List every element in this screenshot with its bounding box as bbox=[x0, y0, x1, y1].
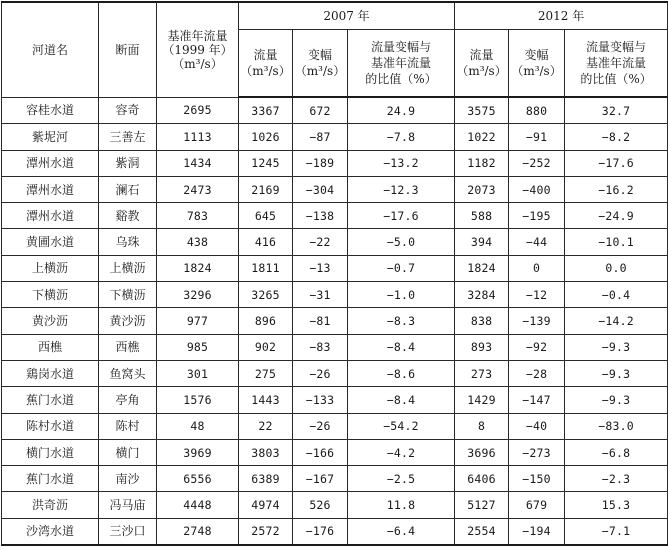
cell-river: 上横沥 bbox=[2, 255, 99, 281]
header-ratio-line2: 基准年流量 bbox=[371, 56, 432, 70]
cell-flow-2012: 1022 bbox=[455, 124, 509, 150]
header-year-2007 bbox=[239, 2, 455, 30]
cell-base-flow: 2473 bbox=[157, 176, 239, 202]
cell-base-flow: 1576 bbox=[157, 387, 239, 413]
cell-flow-2012: 3284 bbox=[455, 282, 509, 308]
cell-change-2012: −40 bbox=[509, 413, 565, 439]
table-body bbox=[2, 97, 668, 545]
cell-change-2012: −150 bbox=[509, 466, 565, 492]
cell-flow-2012: 893 bbox=[455, 334, 509, 360]
cell-river: 潭州水道 bbox=[2, 150, 99, 176]
cell-ratio-2012: −24.9 bbox=[565, 203, 668, 229]
cell-ratio-2012: 32.7 bbox=[565, 97, 668, 124]
cell-section: 横门 bbox=[99, 439, 157, 465]
cell-flow-2012: 5127 bbox=[455, 492, 509, 518]
cell-change-2012: 679 bbox=[509, 492, 565, 518]
header-river bbox=[2, 2, 99, 97]
cell-change-2012: 880 bbox=[509, 97, 565, 124]
cell-ratio-2007: −7.8 bbox=[348, 124, 455, 150]
table-row bbox=[2, 334, 668, 360]
cell-ratio-2012: −16.2 bbox=[565, 176, 668, 202]
cell-river: 潭州水道 bbox=[2, 203, 99, 229]
cell-section: 三沙口 bbox=[99, 518, 157, 545]
header-ratio-2012 bbox=[565, 30, 668, 98]
table-row bbox=[2, 203, 668, 229]
header-ratio-line3: 的比值（%） bbox=[365, 72, 437, 86]
header-ratio-line3: 的比值（%） bbox=[580, 72, 652, 86]
cell-ratio-2007: −6.4 bbox=[348, 518, 455, 545]
cell-ratio-2012: 0.0 bbox=[565, 255, 668, 281]
cell-section: 鱼窝头 bbox=[99, 360, 157, 386]
cell-change-2007: −87 bbox=[293, 124, 348, 150]
cell-ratio-2012: −9.3 bbox=[565, 387, 668, 413]
header-change-2012 bbox=[509, 30, 565, 98]
cell-base-flow: 301 bbox=[157, 360, 239, 386]
cell-change-2007: −176 bbox=[293, 518, 348, 545]
header-year-2012 bbox=[455, 2, 668, 30]
table-row bbox=[2, 360, 668, 386]
header-base-line3: （m³/s） bbox=[172, 56, 223, 71]
cell-base-flow: 1113 bbox=[157, 124, 239, 150]
table-row bbox=[2, 308, 668, 334]
cell-river: 黄圃水道 bbox=[2, 229, 99, 255]
cell-ratio-2007: −8.6 bbox=[348, 360, 455, 386]
cell-base-flow: 2748 bbox=[157, 518, 239, 545]
cell-ratio-2012: −2.3 bbox=[565, 466, 668, 492]
cell-river: 下横沥 bbox=[2, 282, 99, 308]
cell-flow-2012: 3696 bbox=[455, 439, 509, 465]
cell-flow-2007: 1443 bbox=[239, 387, 293, 413]
flow-change-table bbox=[1, 1, 668, 546]
table-row bbox=[2, 97, 668, 124]
cell-flow-2007: 645 bbox=[239, 203, 293, 229]
table-row bbox=[2, 176, 668, 202]
cell-flow-2007: 2572 bbox=[239, 518, 293, 545]
cell-ratio-2012: −6.8 bbox=[565, 439, 668, 465]
header-change-line2: （m³/s） bbox=[511, 64, 562, 78]
cell-flow-2012: 3575 bbox=[455, 97, 509, 124]
header-section-label: 断面 bbox=[115, 42, 140, 57]
cell-river: 西樵 bbox=[2, 334, 99, 360]
cell-section: 南沙 bbox=[99, 466, 157, 492]
table-row bbox=[2, 229, 668, 255]
cell-change-2007: 526 bbox=[293, 492, 348, 518]
cell-base-flow: 3296 bbox=[157, 282, 239, 308]
cell-change-2012: −92 bbox=[509, 334, 565, 360]
header-flow-line1: 流量 bbox=[469, 48, 494, 62]
cell-flow-2007: 22 bbox=[239, 413, 293, 439]
header-base-flow bbox=[157, 2, 239, 97]
cell-change-2007: −167 bbox=[293, 466, 348, 492]
table-row bbox=[2, 413, 668, 439]
cell-change-2012: 0 bbox=[509, 255, 565, 281]
cell-river: 蕉门水道 bbox=[2, 387, 99, 413]
cell-flow-2012: 838 bbox=[455, 308, 509, 334]
table-row bbox=[2, 387, 668, 413]
cell-change-2007: −26 bbox=[293, 413, 348, 439]
cell-flow-2007: 416 bbox=[239, 229, 293, 255]
cell-flow-2007: 1811 bbox=[239, 255, 293, 281]
header-base-line2: （1999 年） bbox=[162, 42, 233, 57]
header-ratio-line1: 流量变幅与 bbox=[371, 40, 432, 54]
header-flow-line2: （m³/s） bbox=[240, 64, 291, 78]
header-flow-2012 bbox=[455, 30, 509, 98]
header-flow-2007 bbox=[239, 30, 293, 98]
cell-river: 陈村水道 bbox=[2, 413, 99, 439]
cell-ratio-2012: −9.3 bbox=[565, 360, 668, 386]
cell-section: 澜石 bbox=[99, 176, 157, 202]
cell-change-2007: −13 bbox=[293, 255, 348, 281]
cell-base-flow: 4448 bbox=[157, 492, 239, 518]
cell-flow-2007: 275 bbox=[239, 360, 293, 386]
cell-ratio-2012: 15.3 bbox=[565, 492, 668, 518]
cell-ratio-2012: −14.2 bbox=[565, 308, 668, 334]
cell-flow-2012: 273 bbox=[455, 360, 509, 386]
header-ratio-line1: 流量变幅与 bbox=[586, 40, 647, 54]
cell-base-flow: 438 bbox=[157, 229, 239, 255]
cell-change-2007: 672 bbox=[293, 97, 348, 124]
header-change-line2: （m³/s） bbox=[294, 64, 346, 78]
cell-flow-2012: 8 bbox=[455, 413, 509, 439]
cell-base-flow: 977 bbox=[157, 308, 239, 334]
cell-change-2007: −133 bbox=[293, 387, 348, 413]
header-change-line1: 变幅 bbox=[524, 48, 549, 62]
cell-ratio-2012: −83.0 bbox=[565, 413, 668, 439]
cell-ratio-2012: −17.6 bbox=[565, 150, 668, 176]
header-flow-line1: 流量 bbox=[253, 48, 278, 62]
cell-flow-2007: 2169 bbox=[239, 176, 293, 202]
table-row bbox=[2, 255, 668, 281]
cell-change-2012: −252 bbox=[509, 150, 565, 176]
cell-section: 容奇 bbox=[99, 97, 157, 124]
cell-flow-2007: 3367 bbox=[239, 97, 293, 124]
cell-base-flow: 783 bbox=[157, 203, 239, 229]
cell-base-flow: 3969 bbox=[157, 439, 239, 465]
cell-base-flow: 1434 bbox=[157, 150, 239, 176]
header-base-line1: 基准年流量 bbox=[167, 28, 228, 43]
cell-flow-2012: 394 bbox=[455, 229, 509, 255]
cell-ratio-2012: −10.1 bbox=[565, 229, 668, 255]
cell-ratio-2007: −0.7 bbox=[348, 255, 455, 281]
cell-ratio-2007: −8.4 bbox=[348, 334, 455, 360]
header-ratio-2007 bbox=[348, 30, 455, 98]
header-section bbox=[99, 2, 157, 97]
table-row bbox=[2, 518, 668, 545]
cell-river: 横门水道 bbox=[2, 439, 99, 465]
cell-ratio-2007: −8.3 bbox=[348, 308, 455, 334]
cell-base-flow: 6556 bbox=[157, 466, 239, 492]
cell-flow-2007: 1245 bbox=[239, 150, 293, 176]
cell-ratio-2007: −54.2 bbox=[348, 413, 455, 439]
header-ratio-line2: 基准年流量 bbox=[586, 56, 647, 70]
cell-change-2007: −26 bbox=[293, 360, 348, 386]
cell-river: 洪奇沥 bbox=[2, 492, 99, 518]
cell-ratio-2012: −9.3 bbox=[565, 334, 668, 360]
cell-change-2007: −83 bbox=[293, 334, 348, 360]
table-row bbox=[2, 466, 668, 492]
cell-section: 冯马庙 bbox=[99, 492, 157, 518]
cell-flow-2012: 1429 bbox=[455, 387, 509, 413]
cell-river: 容桂水道 bbox=[2, 97, 99, 124]
cell-change-2007: −166 bbox=[293, 439, 348, 465]
cell-ratio-2007: −5.0 bbox=[348, 229, 455, 255]
cell-ratio-2007: −17.6 bbox=[348, 203, 455, 229]
cell-flow-2012: 2554 bbox=[455, 518, 509, 545]
cell-base-flow: 1824 bbox=[157, 255, 239, 281]
header-year-2007-label: 2007 年 bbox=[323, 9, 370, 23]
cell-section: 亭角 bbox=[99, 387, 157, 413]
cell-flow-2012: 1182 bbox=[455, 150, 509, 176]
cell-flow-2012: 2073 bbox=[455, 176, 509, 202]
cell-river: 紫坭河 bbox=[2, 124, 99, 150]
cell-change-2012: −91 bbox=[509, 124, 565, 150]
cell-ratio-2012: −0.4 bbox=[565, 282, 668, 308]
header-flow-line2: （m³/s） bbox=[456, 64, 507, 78]
cell-change-2012: −195 bbox=[509, 203, 565, 229]
cell-river: 黄沙沥 bbox=[2, 308, 99, 334]
cell-change-2012: −44 bbox=[509, 229, 565, 255]
cell-change-2012: −12 bbox=[509, 282, 565, 308]
table-row bbox=[2, 124, 668, 150]
cell-change-2007: −304 bbox=[293, 176, 348, 202]
cell-section: 下横沥 bbox=[99, 282, 157, 308]
cell-change-2012: −28 bbox=[509, 360, 565, 386]
cell-change-2007: −81 bbox=[293, 308, 348, 334]
cell-river: 鶏岗水道 bbox=[2, 360, 99, 386]
cell-ratio-2007: −13.2 bbox=[348, 150, 455, 176]
cell-ratio-2007: −8.4 bbox=[348, 387, 455, 413]
cell-flow-2007: 6389 bbox=[239, 466, 293, 492]
cell-flow-2012: 6406 bbox=[455, 466, 509, 492]
cell-ratio-2007: 24.9 bbox=[348, 97, 455, 124]
cell-change-2012: −400 bbox=[509, 176, 565, 202]
cell-ratio-2007: −12.3 bbox=[348, 176, 455, 202]
header-year-2012-label: 2012 年 bbox=[537, 9, 585, 23]
cell-section: 乌珠 bbox=[99, 229, 157, 255]
cell-flow-2007: 896 bbox=[239, 308, 293, 334]
cell-change-2007: −31 bbox=[293, 282, 348, 308]
table-header bbox=[2, 2, 668, 97]
cell-river: 沙湾水道 bbox=[2, 518, 99, 545]
cell-section: 谿教 bbox=[99, 203, 157, 229]
cell-flow-2007: 902 bbox=[239, 334, 293, 360]
cell-section: 三善左 bbox=[99, 124, 157, 150]
table-row bbox=[2, 150, 668, 176]
cell-flow-2007: 1026 bbox=[239, 124, 293, 150]
cell-section: 陈村 bbox=[99, 413, 157, 439]
table-row bbox=[2, 282, 668, 308]
cell-flow-2007: 3803 bbox=[239, 439, 293, 465]
cell-flow-2007: 4974 bbox=[239, 492, 293, 518]
cell-base-flow: 985 bbox=[157, 334, 239, 360]
cell-base-flow: 48 bbox=[157, 413, 239, 439]
header-river-label: 河道名 bbox=[31, 42, 68, 57]
table-row bbox=[2, 492, 668, 518]
cell-base-flow: 2695 bbox=[157, 97, 239, 124]
cell-river: 潭州水道 bbox=[2, 176, 99, 202]
cell-flow-2012: 588 bbox=[455, 203, 509, 229]
header-change-line1: 变幅 bbox=[307, 48, 332, 62]
cell-section: 上横沥 bbox=[99, 255, 157, 281]
cell-change-2012: −273 bbox=[509, 439, 565, 465]
cell-change-2007: −189 bbox=[293, 150, 348, 176]
cell-ratio-2007: −4.2 bbox=[348, 439, 455, 465]
cell-change-2012: −147 bbox=[509, 387, 565, 413]
cell-ratio-2012: −7.1 bbox=[565, 518, 668, 545]
cell-ratio-2007: −1.0 bbox=[348, 282, 455, 308]
cell-river: 蕉门水道 bbox=[2, 466, 99, 492]
cell-change-2012: −139 bbox=[509, 308, 565, 334]
header-row-1 bbox=[2, 2, 668, 30]
cell-section: 西樵 bbox=[99, 334, 157, 360]
cell-change-2012: −194 bbox=[509, 518, 565, 545]
cell-change-2007: −138 bbox=[293, 203, 348, 229]
cell-section: 黄沙沥 bbox=[99, 308, 157, 334]
cell-ratio-2007: −2.5 bbox=[348, 466, 455, 492]
cell-ratio-2012: −8.2 bbox=[565, 124, 668, 150]
header-change-2007 bbox=[293, 30, 348, 98]
cell-flow-2007: 3265 bbox=[239, 282, 293, 308]
cell-change-2007: −22 bbox=[293, 229, 348, 255]
cell-section: 紫洞 bbox=[99, 150, 157, 176]
cell-ratio-2007: 11.8 bbox=[348, 492, 455, 518]
table-row bbox=[2, 439, 668, 465]
cell-flow-2012: 1824 bbox=[455, 255, 509, 281]
